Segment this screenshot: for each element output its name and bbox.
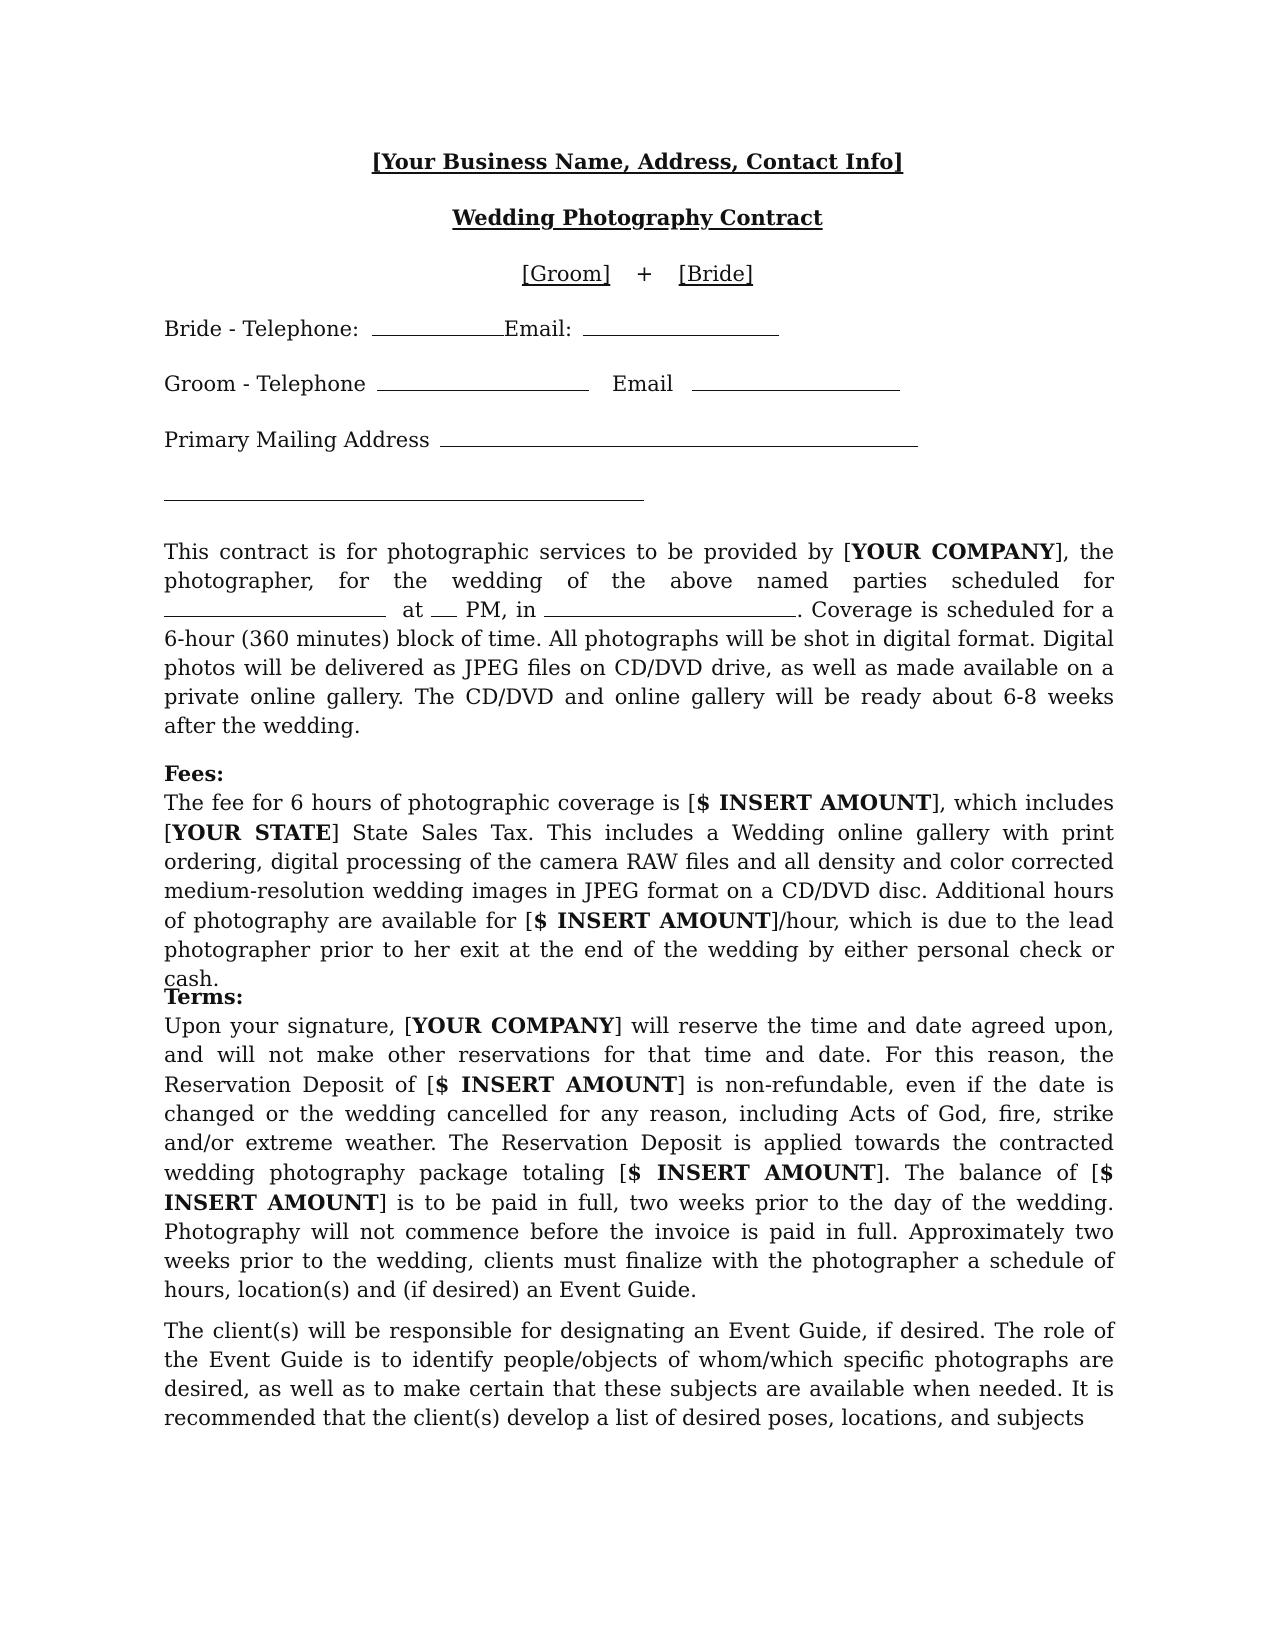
wedding-time-field[interactable] [431, 596, 457, 617]
terms-text-4: ]. The balance of [ [875, 1161, 1100, 1185]
terms-text-1: Upon your signature, [ [164, 1014, 413, 1038]
contract-title-text: Wedding Photography Contract [452, 205, 823, 230]
intro-paragraph [164, 537, 1114, 741]
groom-contact-line [164, 370, 900, 398]
intro-text-1: This contract is for photographic services to be provided by [ [164, 540, 852, 564]
bride-email-field[interactable] [583, 315, 779, 336]
hourly-amount-placeholder: $ INSERT AMOUNT [533, 908, 771, 933]
terms-company-placeholder: YOUR COMPANY [412, 1013, 615, 1038]
state-placeholder: YOUR STATE [172, 820, 332, 845]
mailing-address-field[interactable] [440, 426, 918, 447]
wedding-location-field[interactable] [544, 596, 796, 617]
bride-telephone-field[interactable] [372, 315, 504, 336]
business-info-heading [0, 148, 1275, 176]
bride-email-label: Email: [503, 317, 573, 341]
bride-telephone-label: Bride - Telephone: [164, 317, 360, 341]
event-guide-text: The client(s) will be responsible for designating an Event Guide, if desired. The role of the Event Guide is to identify people/objects of whom/which specific photographs are desired, as well as to make certain that these subjects are available when needed. It is recommended that the client(s) develop a list of desired poses, locations, and subjects [164, 1319, 1114, 1430]
fees-text-3: ] State Sales Tax. This includes a Wedding online gallery with print ordering, digital processing of the camera RAW files and all density and color corrected medium-resolution wedding images in JPEG format on a CD/DVD disc. Additional hours of photography are available for [ [164, 821, 1114, 933]
event-guide-paragraph [164, 1317, 1114, 1433]
terms-heading: Terms: [164, 984, 244, 1009]
intro-text-3: . Coverage is scheduled for a 6-hour (360 minutes) block of time. All photographs will be shot in digital format. Digital photos will be delivered as JPEG files on CD/DVD drive, as well as made available on a private online gallery. The CD/DVD and online gallery will be ready about 6-8 weeks after the wedding. [164, 598, 1114, 738]
fees-text-4: ]/hour, which is due to the lead photographer prior to her exit at the end of the wedding by either personal check or cash. [164, 909, 1114, 991]
address-line [164, 426, 918, 454]
package-amount-placeholder: $ INSERT AMOUNT [627, 1160, 876, 1185]
couple-names [0, 260, 1275, 288]
pm-in-label: PM, in [465, 598, 537, 622]
terms-text-3: ] is non-refundable, even if the date is changed or the wedding cancelled for any reason, including Acts of God, fire, strike and/or extreme weather. The Reservation Deposit is applied towards the contracted wedding photography package totaling [ [164, 1073, 1115, 1185]
at-label: at [402, 598, 424, 622]
plus-sign: + [635, 262, 654, 286]
groom-email-field[interactable] [692, 370, 900, 391]
groom-telephone-field[interactable] [377, 370, 589, 391]
intro-text-2: ], the photographer, for the wedding of the above named parties scheduled for [164, 540, 1115, 593]
contract-title [0, 204, 1275, 232]
groom-telephone-label: Groom - Telephone [164, 372, 366, 396]
bride-contact-line [164, 315, 779, 343]
intro-company-placeholder: YOUR COMPANY [851, 539, 1055, 564]
groom-placeholder: [Groom] [521, 262, 611, 286]
fees-text-2: ], which includes [ [164, 791, 1114, 845]
groom-email-label: Email [612, 372, 674, 396]
fees-amount-placeholder: $ INSERT AMOUNT [695, 790, 932, 815]
wedding-date-field[interactable] [164, 596, 386, 617]
bride-placeholder: [Bride] [678, 262, 754, 286]
terms-text-2: ] will reserve the time and date agreed upon, and will not make other reservations for that time and date. For this reason, the Reservation Deposit of [ [164, 1014, 1115, 1097]
business-info-text: [Your Business Name, Address, Contact Info] [371, 149, 904, 174]
fees-heading: Fees: [164, 761, 225, 786]
terms-text-5: ] is to be paid in full, two weeks prior to the day of the wedding. Photography will not commence before the invoice is paid in full. Approximately two weeks prior to the wedding, clients must finalize with the photographer a schedule of hours, location(s) and (if desired) an Event Guide. [164, 1191, 1114, 1302]
mailing-address-label: Primary Mailing Address [164, 428, 430, 452]
fees-text-1: The fee for 6 hours of photographic coverage is [ [164, 791, 696, 815]
fees-paragraph [164, 788, 1114, 994]
balance-amount-placeholder: $ INSERT AMOUNT [164, 1160, 1114, 1215]
terms-paragraph [164, 1011, 1114, 1305]
mailing-address-second-line[interactable] [164, 500, 644, 501]
deposit-amount-placeholder: $ INSERT AMOUNT [434, 1072, 677, 1097]
